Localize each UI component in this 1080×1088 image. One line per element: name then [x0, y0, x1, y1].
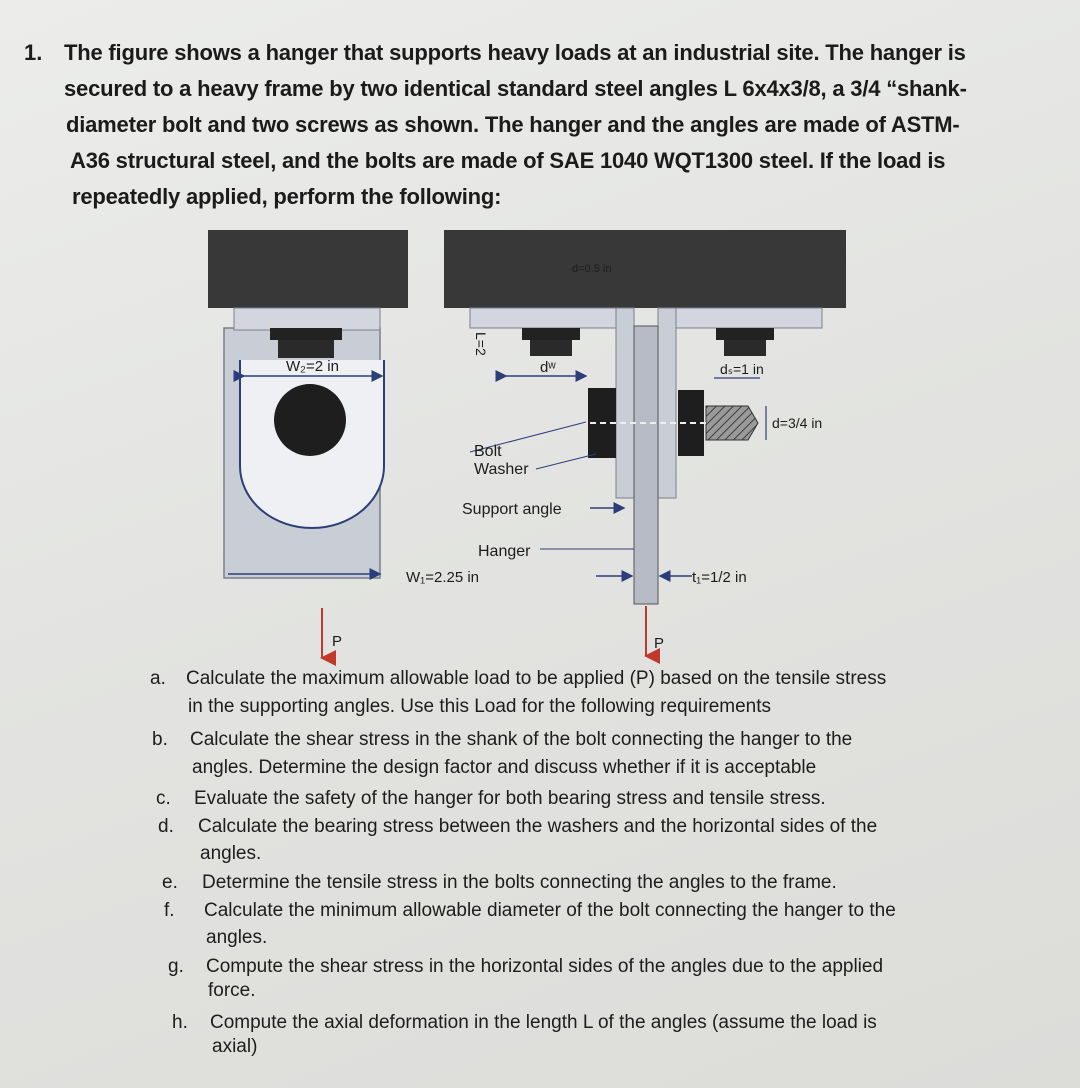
question-text: Evaluate the safety of the hanger for both bearing stress and tensile stress.: [194, 788, 826, 809]
question-text: Determine the tensile stress in the bolts connecting the angles to the frame.: [202, 872, 837, 893]
bolt-label: Bolt: [474, 443, 502, 460]
question-text: angles.: [206, 927, 268, 948]
question-text: in the supporting angles. Use this Load for the following requirements: [188, 696, 772, 717]
d05-label: d=0.5 in: [572, 263, 612, 275]
question-letter: a.: [150, 668, 166, 689]
intro-line-2: secured to a heavy frame by two identical standard steel angles L 6x4x3/8, a 3/4 “shank-: [64, 76, 967, 101]
question-letter: d.: [158, 816, 174, 837]
hanger-label: Hanger: [478, 543, 531, 560]
intro-line-1: The figure shows a hanger that supports heavy loads at an industrial site. The hanger is: [64, 40, 966, 65]
question-text: angles.: [200, 843, 262, 864]
dw-label: dʷ: [540, 359, 556, 376]
question-text: angles. Determine the design factor and discuss whether if it is acceptable: [192, 757, 817, 778]
left-angle-flange: [234, 308, 380, 330]
support-angle-label: Support angle: [462, 501, 562, 518]
question-letter: e.: [162, 872, 178, 893]
question-text: Calculate the shear stress in the shank of the bolt connecting the hanger to the: [190, 729, 853, 750]
intro-line-3: diameter bolt and two screws as shown. The hanger and the angles are made of ASTM-: [66, 112, 960, 137]
hanger-figure: [200, 226, 860, 666]
frame-right: [444, 230, 846, 308]
p-left-label: P: [332, 633, 343, 650]
problem-number: 1.: [24, 40, 43, 65]
d-label: d=3/4 in: [772, 415, 823, 431]
w1-label: W₁=2.25 in: [406, 569, 480, 586]
intro-line-5: repeatedly applied, perform the following:: [72, 184, 502, 209]
question-letter: h.: [172, 1012, 188, 1033]
right-nut-left: [530, 340, 572, 356]
right-nut-right: [724, 340, 766, 356]
question-letter: g.: [168, 956, 184, 977]
left-nut: [278, 340, 334, 358]
question-text: axial): [212, 1036, 258, 1057]
question-letter: f.: [164, 900, 175, 921]
right-angle-leg-left: [616, 308, 634, 498]
ds-label: dₛ=1 in: [720, 361, 764, 377]
w2-label: W₂=2 in: [286, 358, 339, 375]
washer-label: Washer: [474, 461, 529, 478]
question-letter: c.: [156, 788, 171, 809]
question-text: Calculate the bearing stress between the washers and the horizontal sides of the: [198, 816, 878, 837]
question-text: Compute the axial deformation in the length L of the angles (assume the load is: [210, 1012, 877, 1033]
question-text: Compute the shear stress in the horizontal sides of the angles due to the applied: [206, 956, 884, 977]
hanger-plate: [634, 326, 658, 604]
right-angle-flange-right: [676, 308, 822, 328]
question-text: Calculate the maximum allowable load to be applied (P) based on the tensile stress: [186, 668, 887, 689]
question-text: force.: [208, 980, 256, 1001]
question-text: Calculate the minimum allowable diameter of the bolt connecting the hanger to the: [204, 900, 896, 921]
right-washer-left: [522, 328, 580, 340]
right-angle-flange-left: [470, 308, 616, 328]
question-letter: b.: [152, 729, 168, 750]
washer-leader: [536, 454, 596, 469]
t1-label: t₁=1/2 in: [692, 569, 747, 586]
right-angle-leg-right: [658, 308, 676, 498]
frame-left: [208, 230, 408, 308]
p-right-label: P: [654, 635, 665, 652]
intro-line-4: A36 structural steel, and the bolts are made of SAE 1040 WQT1300 steel. If the load is: [70, 148, 946, 173]
bolt-section: [274, 384, 346, 456]
right-washer-right: [716, 328, 774, 340]
left-washer: [270, 328, 342, 340]
bolt-shank-section: [706, 406, 758, 440]
l2-label: L=2: [473, 332, 489, 356]
